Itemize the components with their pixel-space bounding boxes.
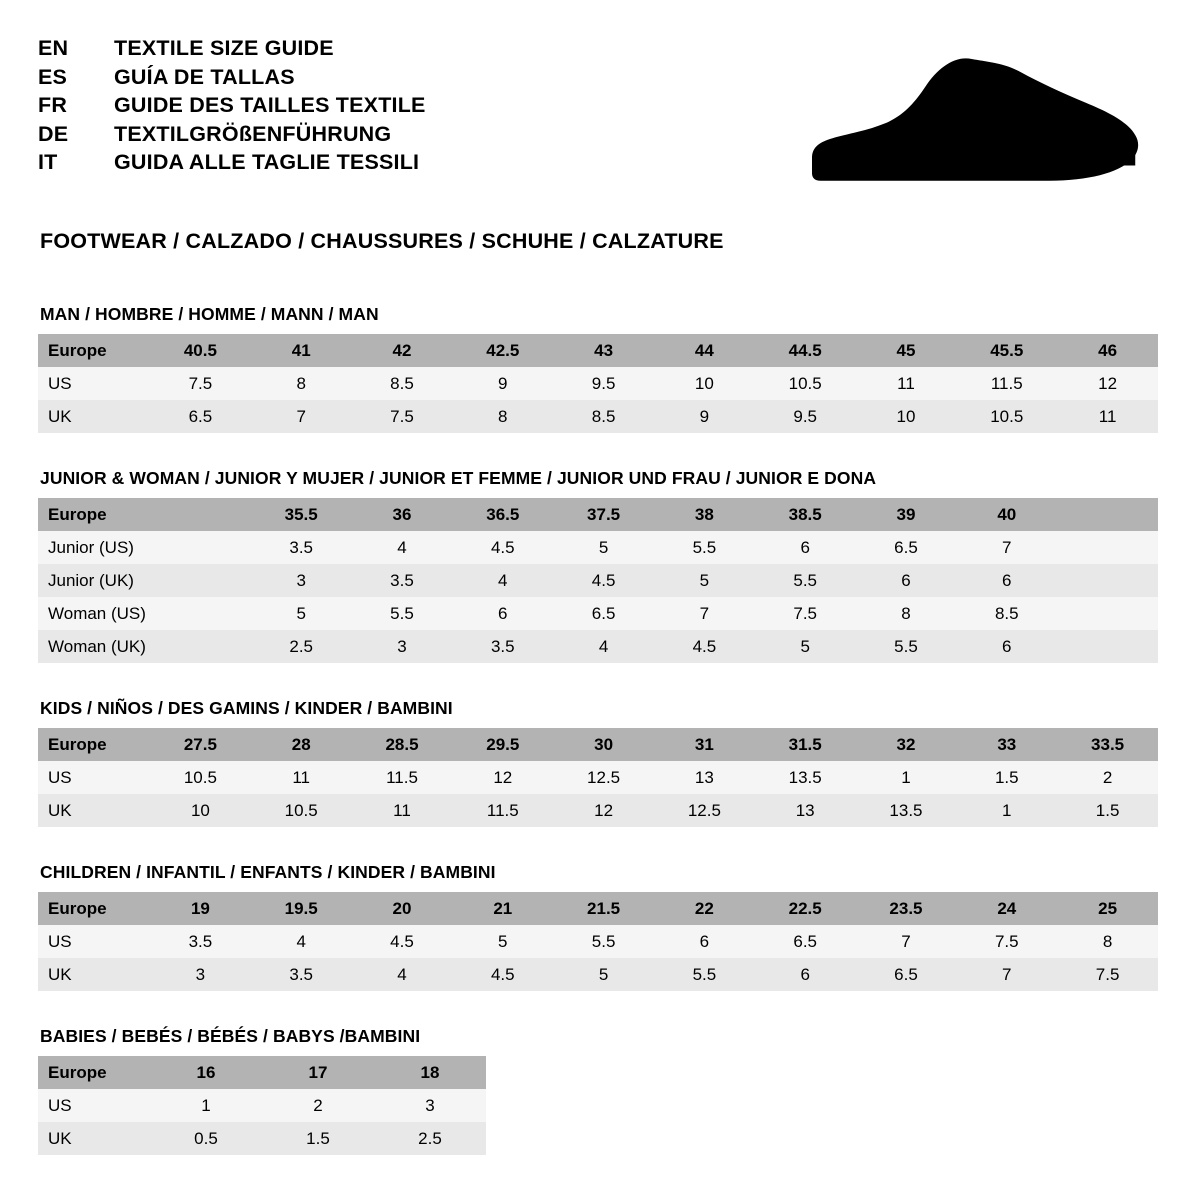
table-cell: 24 — [956, 892, 1057, 925]
table-cell: 44 — [654, 334, 755, 367]
table-cell: 9.5 — [553, 367, 654, 400]
table-cell — [150, 531, 251, 564]
table-cell: 4 — [251, 925, 352, 958]
table-cell: 1.5 — [956, 761, 1057, 794]
size-table-babies — [38, 1026, 1162, 1155]
table-cell: 4 — [352, 531, 453, 564]
table-cell: 18 — [374, 1056, 486, 1089]
table-cell: 44.5 — [755, 334, 856, 367]
table-cell: 7 — [956, 531, 1057, 564]
table-cell: 3.5 — [352, 564, 453, 597]
table-cell: 3 — [150, 958, 251, 991]
table-cell: 16 — [150, 1056, 262, 1089]
language-code: ES — [38, 64, 68, 89]
table-cell: 19 — [150, 892, 251, 925]
table-kids — [38, 728, 1158, 827]
table-cell: 6.5 — [553, 597, 654, 630]
table-cell: 38 — [654, 498, 755, 531]
table-cell: 10.5 — [956, 400, 1057, 433]
shoe-illustration — [812, 34, 1162, 185]
table-cell — [1057, 597, 1158, 630]
table-cell: 11 — [251, 761, 352, 794]
table-cell: 10 — [856, 400, 957, 433]
table-children — [38, 892, 1158, 991]
group-title-kids: KIDS / NIÑOS / DES GAMINS / KINDER / BAMBINI — [40, 698, 453, 718]
table-cell: 21 — [452, 892, 553, 925]
table-cell: 22 — [654, 892, 755, 925]
table-cell: 19.5 — [251, 892, 352, 925]
table-cell — [1057, 564, 1158, 597]
table-cell: 41 — [251, 334, 352, 367]
table-cell: 4.5 — [352, 925, 453, 958]
table-cell: 8.5 — [352, 367, 453, 400]
row-label: US — [38, 925, 150, 958]
category-title: FOOTWEAR / CALZADO / CHAUSSURES / SCHUHE / CALZATURE — [40, 229, 724, 253]
table-cell: 4.5 — [452, 958, 553, 991]
table-row — [38, 498, 1158, 531]
table-row — [38, 531, 1158, 564]
table-cell: 13 — [755, 794, 856, 827]
table-cell: 17 — [262, 1056, 374, 1089]
table-cell: 3 — [374, 1089, 486, 1122]
table-cell: 42.5 — [452, 334, 553, 367]
table-cell: 6 — [452, 597, 553, 630]
table-cell: 2.5 — [374, 1122, 486, 1155]
table-cell: 11.5 — [956, 367, 1057, 400]
row-label: UK — [38, 1122, 150, 1155]
table-cell: 7.5 — [150, 367, 251, 400]
table-cell: 32 — [856, 728, 957, 761]
table-cell: 10.5 — [755, 367, 856, 400]
row-label: Europe — [38, 334, 150, 367]
table-cell: 3.5 — [452, 630, 553, 663]
table-cell: 5.5 — [856, 630, 957, 663]
table-cell: 36 — [352, 498, 453, 531]
table-cell: 12.5 — [654, 794, 755, 827]
size-table-kids — [38, 698, 1162, 827]
table-cell: 28.5 — [352, 728, 453, 761]
table-man — [38, 334, 1158, 433]
table-row — [38, 630, 1158, 663]
table-cell: 20 — [352, 892, 453, 925]
row-label: Woman (US) — [38, 597, 150, 630]
table-cell: 3 — [352, 630, 453, 663]
table-cell: 33.5 — [1057, 728, 1158, 761]
table-cell: 3 — [251, 564, 352, 597]
table-row — [38, 564, 1158, 597]
table-cell: 1.5 — [262, 1122, 374, 1155]
table-row — [38, 1056, 486, 1089]
row-label: US — [38, 367, 150, 400]
table-row — [38, 367, 1158, 400]
table-cell: 5.5 — [352, 597, 453, 630]
language-row — [38, 152, 426, 174]
table-cell: 7.5 — [755, 597, 856, 630]
table-cell: 7 — [654, 597, 755, 630]
table-cell: 1 — [150, 1089, 262, 1122]
table-cell: 10 — [654, 367, 755, 400]
table-row — [38, 958, 1158, 991]
table-cell: 13 — [654, 761, 755, 794]
table-cell: 8.5 — [553, 400, 654, 433]
table-cell: 30 — [553, 728, 654, 761]
table-cell: 11 — [352, 794, 453, 827]
table-cell — [150, 630, 251, 663]
language-row — [38, 64, 426, 89]
table-cell — [1057, 498, 1158, 531]
table-cell: 9.5 — [755, 400, 856, 433]
table-cell: 21.5 — [553, 892, 654, 925]
table-cell: 46 — [1057, 334, 1158, 367]
language-title: GUÍA DE TALLAS — [114, 64, 295, 89]
table-cell: 39 — [856, 498, 957, 531]
table-cell: 6.5 — [755, 925, 856, 958]
table-cell: 22.5 — [755, 892, 856, 925]
group-title-junior-woman: JUNIOR & WOMAN / JUNIOR Y MUJER / JUNIOR ET FEMME / JUNIOR UND FRAU / JUNIOR E DONA — [40, 468, 877, 488]
table-cell: 36.5 — [452, 498, 553, 531]
table-cell: 11 — [856, 367, 957, 400]
table-cell: 7.5 — [352, 400, 453, 433]
table-cell: 33 — [956, 728, 1057, 761]
table-cell: 6 — [956, 564, 1057, 597]
table-cell: 12 — [452, 761, 553, 794]
table-babies — [38, 1056, 486, 1155]
table-cell: 1.5 — [1057, 794, 1158, 827]
table-cell: 7 — [956, 958, 1057, 991]
table-cell: 37.5 — [553, 498, 654, 531]
table-cell: 12 — [553, 794, 654, 827]
table-cell: 6.5 — [856, 958, 957, 991]
language-title: TEXTILE SIZE GUIDE — [114, 36, 334, 60]
table-cell: 5 — [553, 958, 654, 991]
table-cell: 13.5 — [755, 761, 856, 794]
table-cell: 8 — [251, 367, 352, 400]
row-label: Europe — [38, 892, 150, 925]
table-row — [38, 925, 1158, 958]
table-cell: 4.5 — [553, 564, 654, 597]
table-cell: 40.5 — [150, 334, 251, 367]
language-row — [38, 38, 426, 60]
table-cell: 4 — [452, 564, 553, 597]
table-cell: 11.5 — [352, 761, 453, 794]
table-cell: 11.5 — [452, 794, 553, 827]
row-label: UK — [38, 400, 150, 433]
group-title-babies: BABIES / BEBÉS / BÉBÉS / BABYS /BAMBINI — [40, 1026, 421, 1046]
language-row — [38, 95, 426, 117]
table-row — [38, 794, 1158, 827]
table-cell: 6 — [755, 958, 856, 991]
table-cell: 40 — [956, 498, 1057, 531]
table-cell: 8 — [856, 597, 957, 630]
table-cell: 6 — [654, 925, 755, 958]
table-row — [38, 728, 1158, 761]
dress-shoe-icon — [812, 50, 1140, 185]
row-label: Junior (US) — [38, 531, 150, 564]
table-cell: 11 — [1057, 400, 1158, 433]
table-cell: 5 — [654, 564, 755, 597]
table-cell: 6.5 — [150, 400, 251, 433]
language-row — [38, 121, 426, 146]
language-code: DE — [38, 121, 69, 146]
table-cell — [150, 564, 251, 597]
table-cell — [1057, 630, 1158, 663]
row-label: US — [38, 761, 150, 794]
table-cell: 7.5 — [956, 925, 1057, 958]
table-cell: 10.5 — [150, 761, 251, 794]
table-cell: 6.5 — [856, 531, 957, 564]
table-cell: 3.5 — [150, 925, 251, 958]
table-junior-woman — [38, 498, 1158, 663]
row-label: UK — [38, 794, 150, 827]
table-cell: 7 — [251, 400, 352, 433]
table-cell: 8 — [1057, 925, 1158, 958]
language-title: GUIDA ALLE TAGLIE TESSILI — [114, 150, 420, 174]
size-table-junior-woman — [38, 468, 1162, 663]
table-cell: 6 — [856, 564, 957, 597]
row-label: UK — [38, 958, 150, 991]
table-cell: 6 — [956, 630, 1057, 663]
table-cell: 7 — [856, 925, 957, 958]
table-cell: 9 — [654, 400, 755, 433]
table-cell: 0.5 — [150, 1122, 262, 1155]
row-label: Junior (UK) — [38, 564, 150, 597]
table-cell: 4.5 — [452, 531, 553, 564]
table-cell: 4 — [352, 958, 453, 991]
table-cell — [1057, 531, 1158, 564]
table-cell: 10 — [150, 794, 251, 827]
table-row — [38, 1122, 486, 1155]
row-label: Europe — [38, 498, 150, 531]
table-cell: 45.5 — [956, 334, 1057, 367]
language-title-list — [38, 34, 426, 174]
table-cell: 5.5 — [654, 958, 755, 991]
language-code: FR — [38, 93, 68, 117]
table-cell: 1 — [856, 761, 957, 794]
table-cell: 5 — [553, 531, 654, 564]
table-cell: 8 — [452, 400, 553, 433]
size-table-man — [38, 304, 1162, 433]
table-cell: 5 — [452, 925, 553, 958]
table-cell: 29.5 — [452, 728, 553, 761]
table-cell: 3.5 — [251, 958, 352, 991]
table-cell: 4.5 — [654, 630, 755, 663]
language-title: TEXTILGRÖßENFÜHRUNG — [114, 121, 392, 146]
group-title-man: MAN / HOMBRE / HOMME / MANN / MAN — [40, 304, 379, 324]
table-cell: 3.5 — [251, 531, 352, 564]
table-cell: 2 — [262, 1089, 374, 1122]
table-row — [38, 597, 1158, 630]
language-code: EN — [38, 36, 69, 60]
table-cell: 23.5 — [856, 892, 957, 925]
table-row — [38, 334, 1158, 367]
table-cell: 31.5 — [755, 728, 856, 761]
table-row — [38, 400, 1158, 433]
table-cell: 43 — [553, 334, 654, 367]
table-cell: 13.5 — [856, 794, 957, 827]
row-label: Woman (UK) — [38, 630, 150, 663]
table-row — [38, 1089, 486, 1122]
table-cell: 38.5 — [755, 498, 856, 531]
table-cell: 28 — [251, 728, 352, 761]
table-cell: 27.5 — [150, 728, 251, 761]
table-row — [38, 892, 1158, 925]
table-cell: 12 — [1057, 367, 1158, 400]
table-cell — [150, 498, 251, 531]
table-cell: 42 — [352, 334, 453, 367]
table-cell: 31 — [654, 728, 755, 761]
table-cell: 25 — [1057, 892, 1158, 925]
table-cell: 5.5 — [755, 564, 856, 597]
group-title-children: CHILDREN / INFANTIL / ENFANTS / KINDER / BAMBINI — [40, 862, 496, 882]
table-cell: 2 — [1057, 761, 1158, 794]
language-title: GUIDE DES TAILLES TEXTILE — [114, 93, 426, 117]
table-cell: 7.5 — [1057, 958, 1158, 991]
table-cell: 8.5 — [956, 597, 1057, 630]
table-cell: 2.5 — [251, 630, 352, 663]
table-cell: 10.5 — [251, 794, 352, 827]
table-cell: 9 — [452, 367, 553, 400]
table-cell: 5 — [755, 630, 856, 663]
table-cell: 5.5 — [553, 925, 654, 958]
table-cell: 4 — [553, 630, 654, 663]
table-cell: 6 — [755, 531, 856, 564]
table-cell: 35.5 — [251, 498, 352, 531]
table-cell: 5.5 — [654, 531, 755, 564]
language-code: IT — [38, 150, 58, 174]
table-cell — [150, 597, 251, 630]
table-cell: 12.5 — [553, 761, 654, 794]
table-cell: 1 — [956, 794, 1057, 827]
row-label: US — [38, 1089, 150, 1122]
page-header — [38, 34, 1162, 185]
table-row — [38, 761, 1158, 794]
size-table-children — [38, 862, 1162, 991]
row-label: Europe — [38, 1056, 150, 1089]
table-cell: 5 — [251, 597, 352, 630]
table-cell: 45 — [856, 334, 957, 367]
row-label: Europe — [38, 728, 150, 761]
